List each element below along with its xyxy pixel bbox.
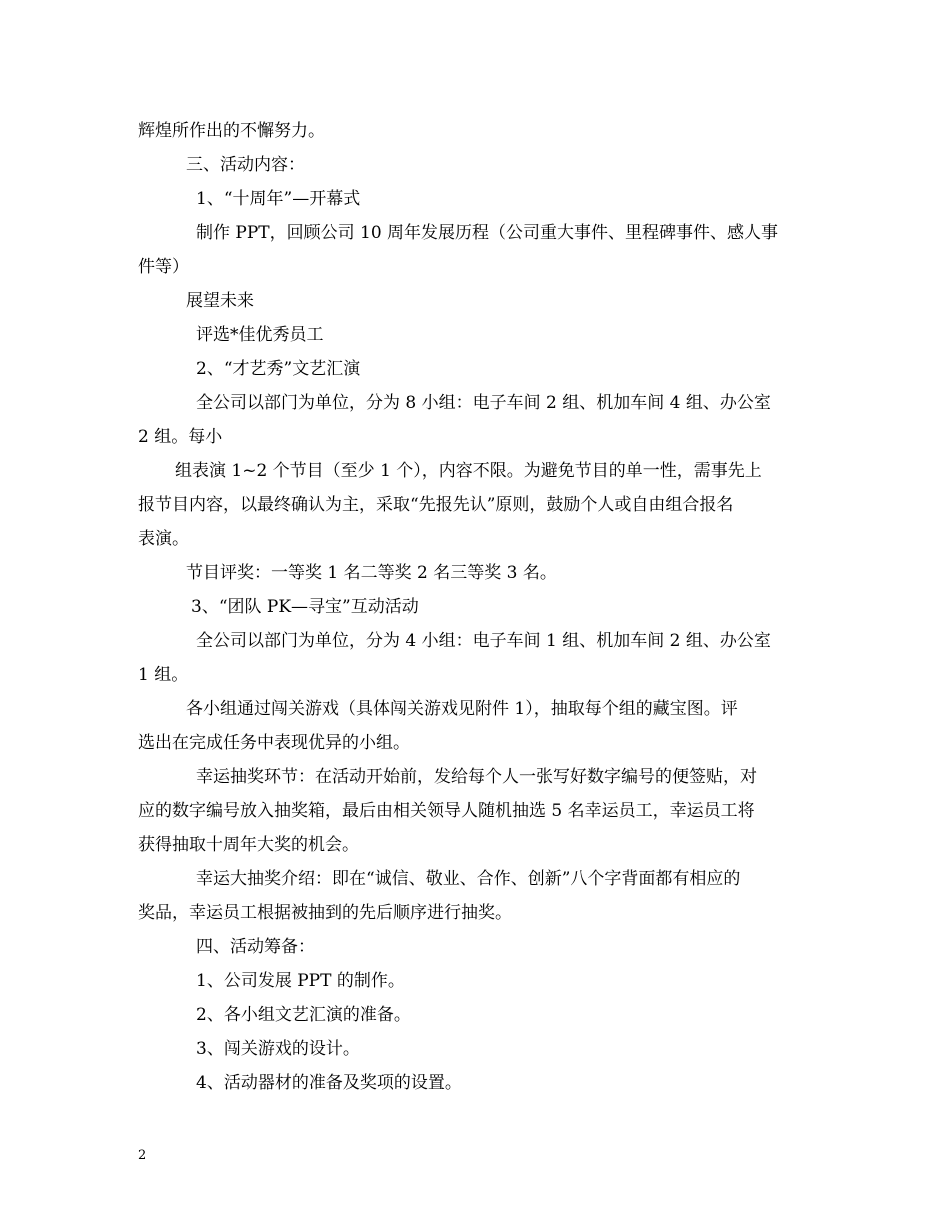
- paragraph-line: 2 组。每小: [138, 427, 223, 447]
- section-heading: 四、活动筹备：: [196, 937, 315, 957]
- subsection-heading: 2、“才艺秀”文艺汇演: [196, 359, 361, 379]
- list-item: 2、各小组文艺汇演的准备。: [196, 1005, 411, 1025]
- paragraph-line: 组表演 1~2 个节目（至少 1 个），内容不限。为避免节目的单一性，需事先上: [175, 461, 762, 481]
- paragraph-line: 获得抽取十周年大奖的机会。: [138, 835, 359, 855]
- list-item: 3、闯关游戏的设计。: [196, 1039, 360, 1059]
- document-body: [138, 114, 814, 1100]
- paragraph-line: 报节目内容，以最终确认为主，采取“先报先认”原则，鼓励个人或自由组合报名: [138, 495, 734, 515]
- paragraph-line: 件等）: [138, 257, 189, 277]
- paragraph-line: 奖品，幸运员工根据被抽到的先后顺序进行抽奖。: [138, 903, 512, 923]
- paragraph-line: 应的数字编号放入抽奖箱，最后由相关领导人随机抽选 5 名幸运员工，幸运员工将: [138, 801, 755, 821]
- subsection-heading: 3、“团队 PK—寻宝”互动活动: [191, 597, 419, 617]
- list-item: 1、公司发展 PPT 的制作。: [196, 971, 405, 991]
- paragraph-line: 全公司以部门为单位，分为 8 小组：电子车间 2 组、机加车间 4 组、办公室: [196, 393, 771, 413]
- paragraph-line: 幸运大抽奖介绍：即在“诚信、敬业、合作、创新”八个字背面都有相应的: [196, 869, 741, 889]
- list-item: 4、活动器材的准备及奖项的设置。: [196, 1073, 462, 1093]
- subsection-heading: 1、“十周年”—开幕式: [196, 189, 361, 209]
- paragraph-line: 1 组。: [138, 665, 189, 685]
- paragraph-line: 制作 PPT，回顾公司 10 周年发展历程（公司重大事件、里程碑事件、感人事: [196, 223, 779, 243]
- paragraph-line: 表演。: [138, 529, 189, 549]
- paragraph-line: 节目评奖：一等奖 1 名二等奖 2 名三等奖 3 名。: [186, 563, 557, 583]
- page-number: 2: [138, 1148, 147, 1163]
- section-heading: 三、活动内容：: [186, 155, 305, 175]
- paragraph-line: 选出在完成任务中表现优异的小组。: [138, 733, 410, 753]
- paragraph-line: 评选*佳优秀员工: [196, 325, 324, 345]
- paragraph-line: 幸运抽奖环节：在活动开始前，发给每个人一张写好数字编号的便签贴，对: [196, 767, 757, 787]
- paragraph-line: 辉煌所作出的不懈努力。: [138, 121, 325, 141]
- paragraph-line: 全公司以部门为单位，分为 4 小组：电子车间 1 组、机加车间 2 组、办公室: [196, 631, 771, 651]
- paragraph-line: 展望未来: [186, 291, 254, 311]
- paragraph-line: 各小组通过闯关游戏（具体闯关游戏见附件 1），抽取每个组的藏宝图。评: [186, 699, 738, 719]
